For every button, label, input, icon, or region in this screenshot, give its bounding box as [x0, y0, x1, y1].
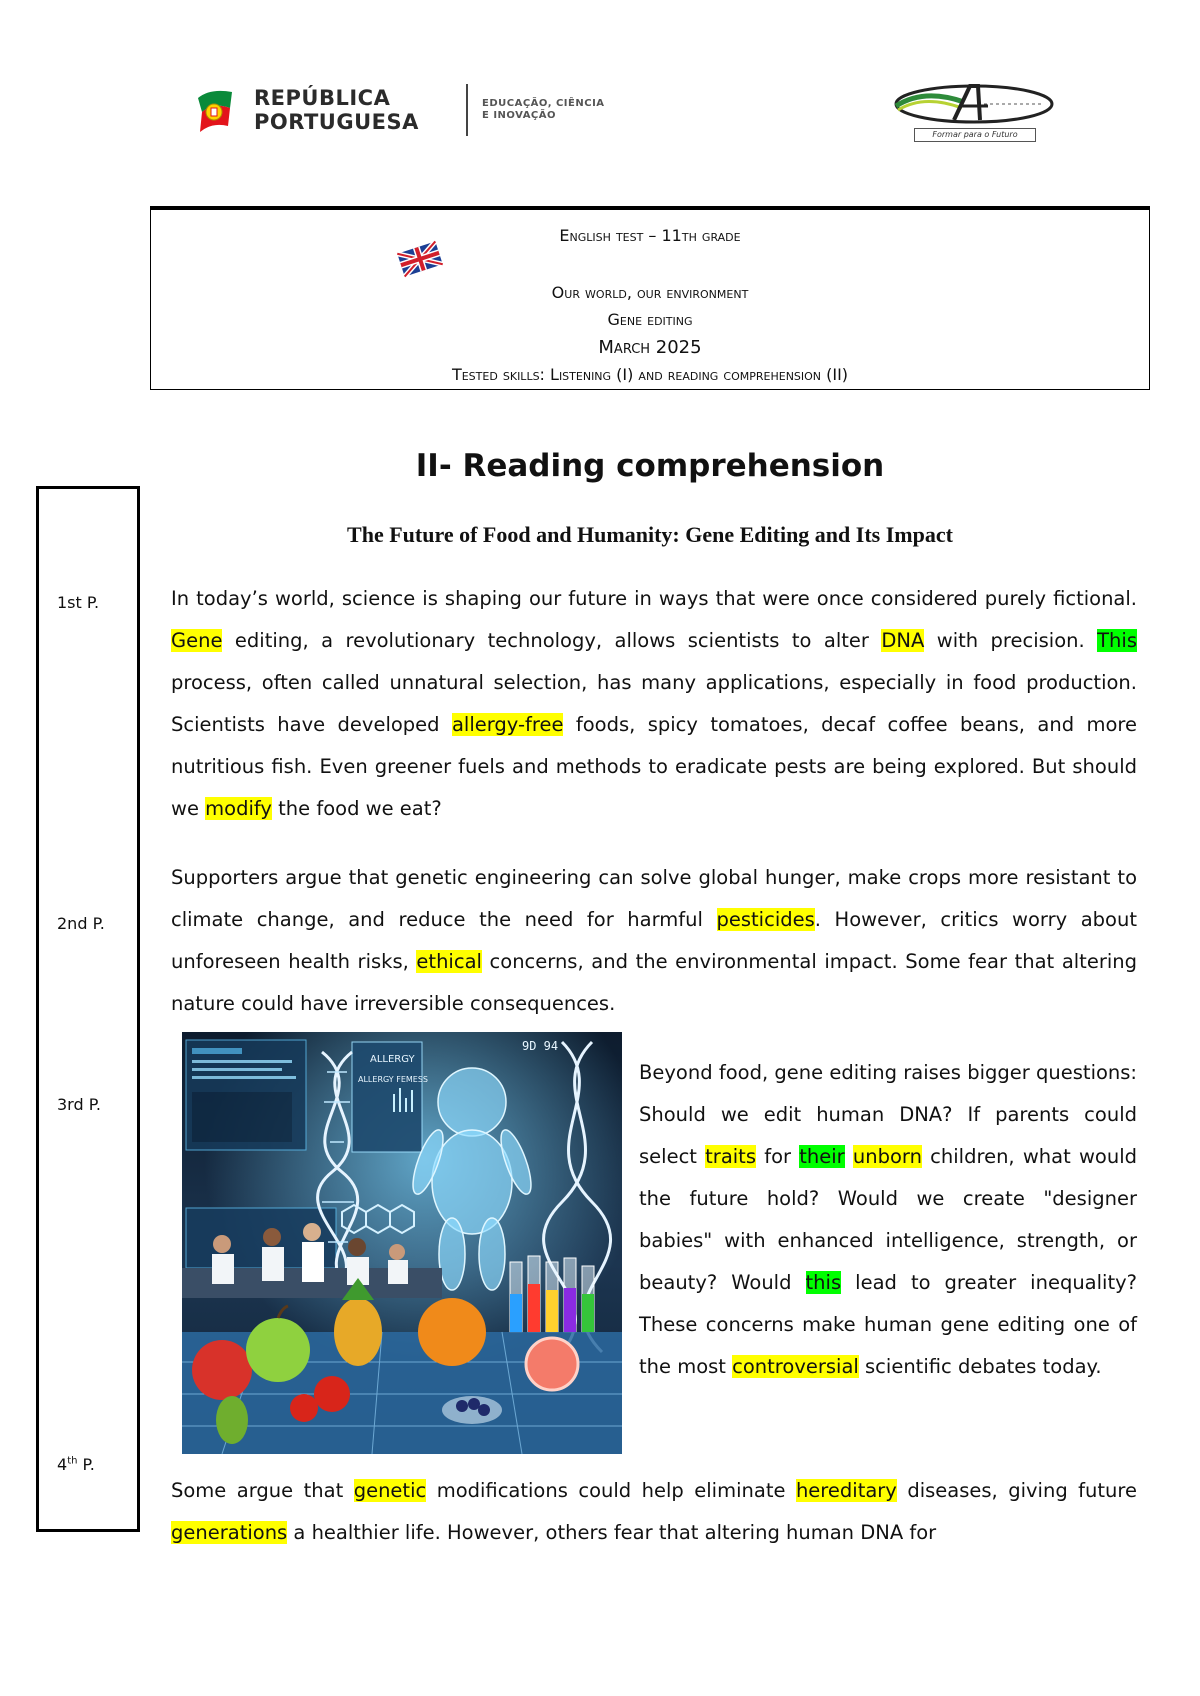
paragraph-marker-4 — [57, 1455, 95, 1474]
paragraph-4 — [171, 1470, 1137, 1554]
p4-text-3: diseases, giving future — [896, 1479, 1137, 1502]
highlight-traits: traits — [705, 1145, 756, 1168]
ministry-line-1: EDUCAÇÃO, CIÊNCIA — [482, 98, 605, 109]
school-logo — [884, 80, 1064, 144]
ministry-line-2: E INOVAÇÃO — [482, 110, 557, 121]
highlight-hereditary: hereditary — [795, 1479, 897, 1502]
p3-text-6: scientific debates today. — [858, 1355, 1102, 1378]
p3-text-5: lead to greater inequality? These concerns make human gene editing one of the most — [639, 1271, 1137, 1378]
p2-text-2: . However, critics worry about unforeseen health risks, — [171, 908, 1137, 973]
paragraph-2 — [171, 857, 1137, 1025]
highlight-gene: Gene — [171, 629, 223, 652]
paragraph-1 — [171, 578, 1137, 830]
paragraph-marker-3: 3rd P. — [57, 1095, 101, 1114]
p1-text-2: editing, a revolutionary technology, allows scientists to alter — [222, 629, 882, 652]
highlight-dna: DNA — [881, 629, 925, 652]
republica-line-1: REPÚBLICA — [254, 86, 391, 110]
logo-divider — [466, 84, 468, 136]
ministry-text — [482, 98, 605, 122]
topic-title: Gene editing — [607, 310, 693, 329]
p3-text-2: for — [756, 1145, 800, 1168]
p2-text-3: concerns, and the environmental impact. Some fear that altering nature could have irreversible consequences. — [171, 950, 1137, 1015]
unit-title: Our world, our environment — [551, 283, 749, 302]
screen-label-allergy: ALLERGY — [370, 1054, 415, 1065]
p4-text-4: a healthier life. However, others fear that altering human DNA for — [287, 1521, 937, 1544]
paragraph-3 — [639, 1052, 1137, 1388]
marker-4-number: 4 — [57, 1455, 68, 1474]
p1-text-1: In today’s world, science is shaping our future in ways that were once considered purely fictional. — [171, 587, 1137, 610]
test-date: March 2025 — [598, 337, 702, 358]
tested-skills: Tested skills: Listening (I) and reading comprehension (II) — [451, 365, 849, 384]
p4-text-2: modifications could help eliminate — [426, 1479, 796, 1502]
section-title: II- Reading comprehension — [415, 448, 885, 484]
p3-text-1: Beyond food, gene editing raises bigger questions: Should we edit human DNA? If parents could select — [639, 1061, 1137, 1168]
highlight-their: their — [799, 1145, 845, 1168]
school-tagline: Formar para o Futuro — [914, 128, 1036, 142]
highlight-this-2: this — [805, 1271, 842, 1294]
republica-line-2: PORTUGUESA — [254, 110, 419, 134]
marker-4-suffix: th — [67, 1455, 78, 1467]
screen-label-allergy-femess: ALLERGY FEMESS — [358, 1075, 428, 1084]
republica-text — [254, 86, 419, 134]
p1-text-3: with precision. — [924, 629, 1098, 652]
p3-text-3 — [845, 1145, 853, 1168]
school-emblem-icon — [884, 80, 1064, 130]
p1-text-6: the food we eat? — [271, 797, 442, 820]
portugal-emblem-icon — [192, 86, 242, 136]
highlight-generations: generations — [171, 1521, 288, 1544]
highlight-this-1: This — [1097, 629, 1137, 652]
paragraph-marker-1: 1st P. — [57, 593, 100, 612]
highlight-allergy-free: allergy-free — [451, 713, 564, 736]
p2-text-1: Supporters argue that genetic engineering can solve global hunger, make crops more resistant to climate change, and reduce the need for harmful — [171, 866, 1137, 931]
p1-text-5: foods, spicy tomatoes, decaf coffee beans, and more nutritious fish. Even greener fuels and methods to eradicate pests are being explored. But should we — [171, 713, 1137, 820]
highlight-unborn: unborn — [852, 1145, 922, 1168]
article-title: The Future of Food and Humanity: Gene Editing and Its Impact — [347, 522, 953, 547]
highlight-modify: modify — [205, 797, 272, 820]
screen-label-code: 9D 94 — [522, 1039, 559, 1053]
p3-text-4: children, what would the future hold? Would we create "designer babies" with enhanced intelligence, strength, or beauty? Would — [639, 1145, 1137, 1294]
highlight-genetic: genetic — [353, 1479, 427, 1502]
p1-text-4: process, often called unnatural selection, has many applications, especially in food production. Scientists have developed — [171, 671, 1137, 736]
p4-text-1: Some argue that — [171, 1479, 354, 1502]
test-title: English test – 11th grade — [559, 226, 741, 245]
highlight-ethical: ethical — [416, 950, 482, 973]
marker-4-tail: P. — [77, 1455, 95, 1474]
highlight-pesticides: pesticides — [716, 908, 815, 931]
highlight-controversial: controversial — [732, 1355, 859, 1378]
paragraph-markers-box — [36, 486, 140, 1532]
test-header-box — [150, 206, 1150, 390]
gene-editing-lab-illustration — [182, 1032, 622, 1454]
republica-portuguesa-logo — [192, 84, 632, 140]
paragraph-marker-2: 2nd P. — [57, 914, 105, 933]
